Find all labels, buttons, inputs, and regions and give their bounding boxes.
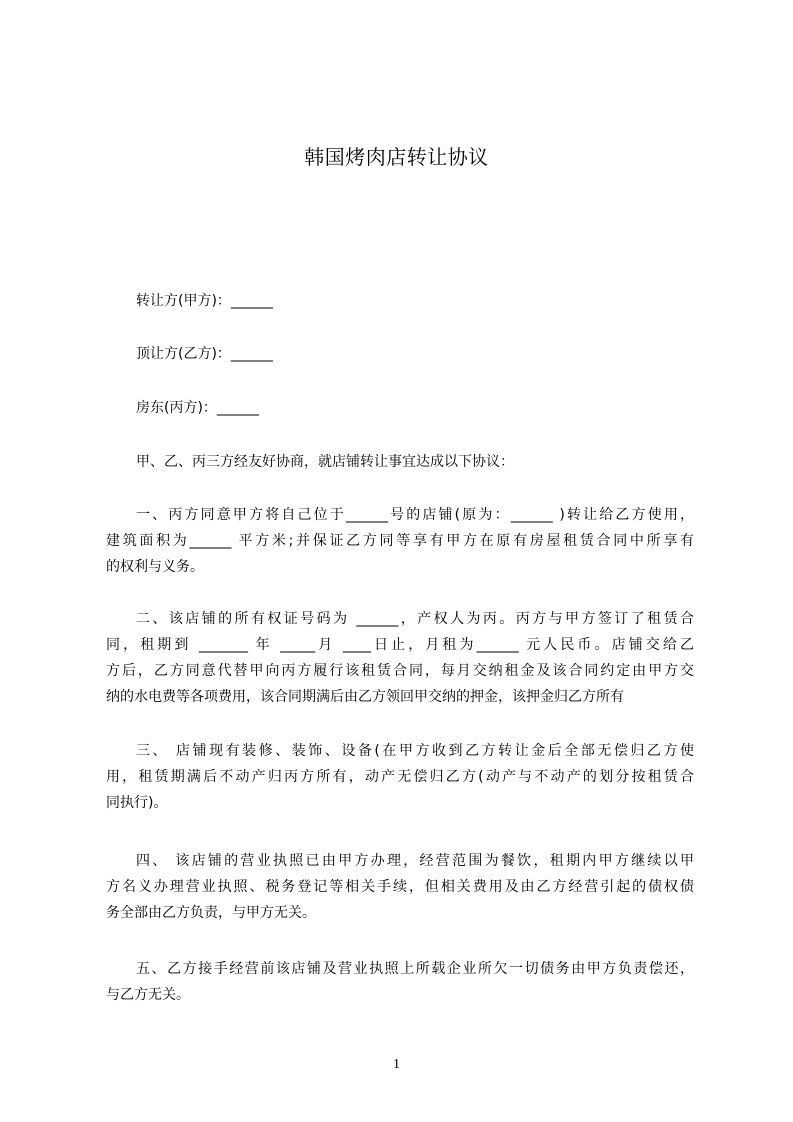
clause-3 [106,738,694,816]
page-number: 1 [393,1057,400,1072]
clause-line: 纳的水电费等各项费用，该合同期满后由乙方领回甲交纳的押金，该押金归乙方所有 [106,689,624,705]
party-landlord: 房东(丙方)：______ [136,400,259,416]
document-title: 韩国烤肉店转让协议 [304,145,489,169]
party-transferee: 顶让方(乙方)：______ [136,346,273,362]
clause-line: 同执行)。 [106,795,168,811]
clause-2 [106,606,694,710]
clause-line: 一、丙方同意甲方将自己位于______号的店铺(原为：______ )转让给乙方使用， [136,507,694,523]
clause-line: 五、乙方接手经营前该店铺及营业执照上所载企业所欠一切债务由甲方负责偿还， [136,961,694,977]
clause-line: 四、 该店铺的营业执照已由甲方办理，经营范围为餐饮，租期内甲方继续以甲 [136,853,694,869]
clause-line: 与乙方无关。 [106,987,190,1003]
clause-line: 同，租期到 _______ 年 _____月 ____日止，月租为______ 元人民币。店铺交给乙 [106,637,694,653]
clause-line: 二、该店铺的所有权证号码为 ______，产权人为丙。丙方与甲方签订了租赁合 [136,611,694,627]
clause-line: 方名义办理营业执照、税务登记等相关手续，但相关费用及由乙方经营引起的债权债 [106,879,694,895]
clause-4 [106,848,694,926]
clause-1 [106,502,694,580]
clause-line: 的权利与义务。 [106,559,204,575]
clause-line: 建筑面积为______ 平方米;并保证乙方同等享有甲方在原有房屋租赁合同中所享有 [106,533,694,549]
clause-line: 方后，乙方同意代替甲向丙方履行该租赁合同，每月交纳租金及该合同约定由甲方交 [106,663,694,679]
agreement-intro: 甲、乙、丙三方经友好协商，就店铺转让事宜达成以下协议： [136,454,514,470]
party-transferor: 转让方(甲方)：______ [136,293,273,309]
clause-line: 用，租赁期满后不动产归丙方所有，动产无偿归乙方(动产与不动产的划分按租赁合 [106,769,694,785]
clause-line: 务全部由乙方负责，与甲方无关。 [106,905,316,921]
clause-5 [106,956,694,1008]
clause-line: 三、 店铺现有装修、装饰、设备(在甲方收到乙方转让金后全部无偿归乙方使 [136,743,694,759]
